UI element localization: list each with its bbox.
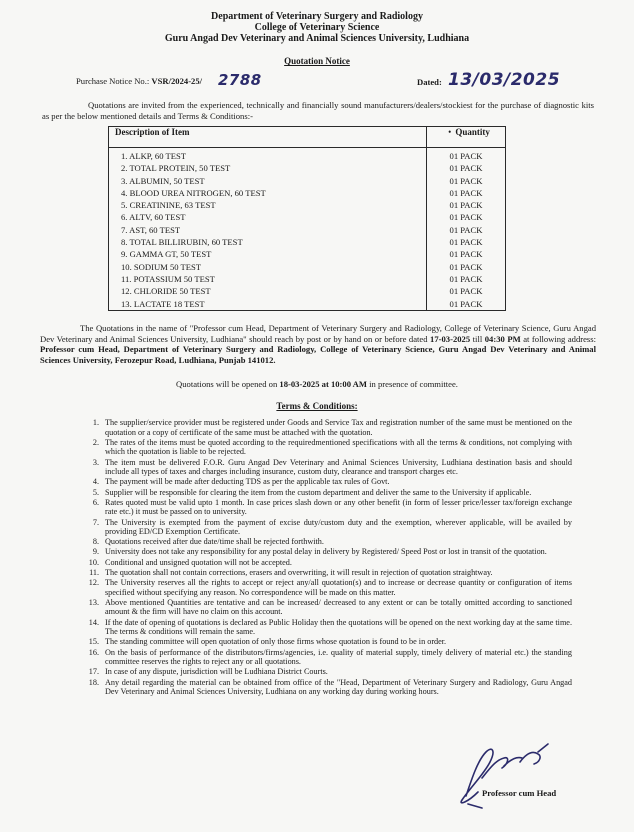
college-name: College of Veterinary Science <box>254 22 380 33</box>
item-description: 13. LACTATE 18 TEST <box>121 298 205 309</box>
term-number: 17. <box>88 667 99 677</box>
item-quantity: 01 PACK <box>449 212 483 223</box>
item-description: 1. ALKP, 60 TEST <box>121 151 187 161</box>
item-quantity: 01 PACK <box>449 200 483 211</box>
submission-deadline: 17-03-2025 <box>430 333 471 344</box>
term-item <box>74 648 572 667</box>
term-item <box>74 498 572 517</box>
term-item <box>74 618 572 637</box>
term-text: The rates of the items must be quoted according to the requiredmentioned specifications with all the terms & conditions, not complying with which the quotation is liable to be rejected. <box>105 437 572 457</box>
terms-list <box>74 418 572 697</box>
term-text: The payment will be made after deducting TDS as per the applicable tax rules of Govt. <box>105 477 390 487</box>
item-description: 4. BLOOD UREA NITROGEN, 60 TEST <box>121 187 266 198</box>
term-item <box>74 578 572 597</box>
item-quantity: 01 PACK <box>449 249 483 260</box>
term-text: On the basis of performance of the distributors/firms/agencies, i.e. quality of material supply, timely delivery of material etc.) the standing committee reserves the rights to reject any or all quotations. <box>105 647 572 667</box>
term-item <box>74 477 572 487</box>
header-quantity: • Quantity <box>427 127 506 148</box>
purchase-notice-line <box>76 76 202 86</box>
term-text: The item must be delivered F.O.R. Guru Angad Dev Veterinary and Animal Sciences University, Ludhiana destination basis and should include all types of taxes and charges including insurance, custom duty, clearance and transport charges etc. <box>105 457 572 477</box>
submission-time: 04:30 PM <box>484 333 521 344</box>
term-item <box>74 678 572 697</box>
term-number: 9. <box>92 547 99 557</box>
term-item <box>74 438 572 457</box>
item-description: 3. ALBUMIN, 50 TEST <box>121 175 205 186</box>
term-item <box>74 537 572 547</box>
term-number: 1. <box>92 418 99 427</box>
term-item <box>74 518 572 537</box>
term-item <box>74 458 572 477</box>
term-text: The quotation shall not contain corrections, erasers and overwriting, it will result in rejection of quotation straightway. <box>105 567 493 577</box>
quantity-column <box>427 148 506 311</box>
term-number: 5. <box>92 487 99 497</box>
dated-label: Dated: <box>417 77 442 87</box>
signature-image <box>448 738 558 810</box>
item-quantity: 01 PACK <box>449 237 483 248</box>
term-item <box>74 598 572 617</box>
term-text: In case of any dispute, jurisdiction will be Ludhiana District Courts. <box>105 667 328 677</box>
term-item <box>74 418 572 437</box>
term-item <box>74 547 572 557</box>
notice-title: Quotation Notice <box>284 56 350 66</box>
term-number: 4. <box>92 477 99 487</box>
signature-title: Professor cum Head <box>482 788 557 798</box>
term-item <box>74 558 572 568</box>
term-text: Conditional and unsigned quotation will not be accepted. <box>105 557 292 567</box>
item-quantity: 01 PACK <box>449 286 483 297</box>
term-text: The University is exempted from the payment of excise duty/custom duty and the exemption, wherever applicable, will be availed by providing ED/CD Exemption Certificate. <box>105 517 572 537</box>
term-text: The standing committee will open quotation of only those firms whose quotation is found to be in order. <box>105 637 447 647</box>
term-item <box>74 568 572 578</box>
term-text: The University reserves all the rights to accept or reject any/all quotation(s) and to increase or decrease quantity or configuration of items specified without specifying any reason. No correspondence will be made on this matter. <box>105 578 572 597</box>
item-description: 11. POTASSIUM 50 TEST <box>121 273 215 284</box>
term-text: Quotations received after due date/time shall be rejected forthwith. <box>105 537 324 547</box>
item-description: 8. TOTAL BILLIRUBIN, 60 TEST <box>121 237 243 248</box>
item-description: 9. GAMMA GT, 50 TEST <box>121 249 212 260</box>
item-description: 6. ALTV, 60 TEST <box>121 212 186 223</box>
item-quantity: 01 PACK <box>449 224 483 235</box>
item-quantity: 01 PACK <box>449 175 483 186</box>
table-header-row <box>109 127 506 148</box>
item-quantity: 01 PACK <box>449 187 483 198</box>
term-text: Rates quoted must be valid upto 1 month. In case prices slash down or any other benefit (in form of lesser price/lesser tax/foreign exchange rate etc.) it must be passed on to university. <box>105 497 572 517</box>
term-number: 2. <box>92 437 99 447</box>
term-number: 15. <box>88 637 99 647</box>
description-column <box>109 148 427 311</box>
item-description: 5. CREATININE, 63 TEST <box>121 200 216 211</box>
term-text: The supplier/service provider must be registered under Goods and Service Tax and registration number of the same must be mentioned on the quotation or a copy of certificate of the same must be attached with the quotation. <box>105 418 572 437</box>
dated-value: 13/03/2025 <box>448 70 561 90</box>
item-quantity: 01 PACK <box>449 261 483 272</box>
term-number: 13. <box>88 597 99 607</box>
term-text: Above mentioned Quantities are tentative and can be increased/ decreased to any extent or can be totally omitted according to sanctioned amount & the firm will have no claim on this account. <box>105 597 572 617</box>
opening-line: Quotations will be opened on 18-03-2025 at 10:00 AM in presence of committee. <box>176 379 458 389</box>
opening-date-time: 18-03-2025 at 10:00 AM <box>279 379 368 389</box>
table-body-row <box>109 148 506 311</box>
term-number: 12. <box>88 578 99 588</box>
term-number: 10. <box>88 557 99 567</box>
term-number: 11. <box>89 567 99 577</box>
department-name: Department of Veterinary Surgery and Radiology <box>211 11 423 22</box>
term-item <box>74 488 572 498</box>
submission-address: Professor cum Head, Department of Veterinary Surgery and Radiology, College of Veterinary Science, Guru Angad Dev Veterinary and Animal Sciences University, Ferozepur Road, Ludhiana, Punjab 141012. <box>40 344 596 365</box>
term-number: 7. <box>92 517 99 527</box>
university-name: Guru Angad Dev Veterinary and Animal Sciences University, Ludhiana <box>164 33 470 44</box>
item-quantity: 01 PACK <box>449 273 483 284</box>
term-number: 3. <box>92 457 99 467</box>
term-item <box>74 667 572 677</box>
term-number: 18. <box>88 677 99 687</box>
submission-paragraph: The Quotations in the name of "Professor cum Head, Department of Veterinary Surgery and Radiology, College of Veterinary Science, Guru Angad Dev Veterinary and Animal Sciences University, Ludhiana" should reach by post or by hand on or before dated 17-03-2025 till 04:30 PM at following address: Professor cum Head, Department of Veterinary Surgery and Radiology, College of Veterinary Science, Guru Angad Dev Veterinary and Animal Sciences University, Ferozepur Road, Ludhiana, Punjab 141012. <box>40 323 597 365</box>
term-text: Any detail regarding the material can be obtained from office of the "Head, Department of Veterinary Surgery and Radiology, Guru Angad Dev Veterinary and Animal Sciences University, Ludhiana on any working day during working hours. <box>105 677 572 697</box>
item-description: 2. TOTAL PROTEIN, 50 TEST <box>121 163 231 174</box>
purchase-notice-prefix: VSR/2024-25/ <box>151 76 203 86</box>
items-table <box>108 126 506 311</box>
terms-title: Terms & Conditions: <box>276 401 358 411</box>
item-description: 7. AST, 60 TEST <box>121 224 181 235</box>
term-number: 16. <box>88 647 99 657</box>
item-description: 12. CHLORIDE 50 TEST <box>121 286 211 297</box>
item-quantity: 01 PACK <box>449 298 483 309</box>
item-description: 10. SODIUM 50 TEST <box>121 261 202 272</box>
item-quantity: 01 PACK <box>449 163 483 174</box>
header-description: Description of Item <box>109 127 427 148</box>
term-text: University does not take any responsibility for any postal delay in delivery by Registered/ Speed Post or lost in transit of the quotation. <box>105 547 547 557</box>
term-item <box>74 637 572 647</box>
intro-paragraph: Quotations are invited from the experienced, technically and financially sound manufacturers/dealers/stockiest for the purchase of diagnostic kits as per the below mentioned details and Terms & Conditions:- <box>42 100 594 121</box>
term-text: Supplier will be responsible for clearing the item from the custom department and deliver the same to the University if applicable. <box>105 487 532 497</box>
term-number: 14. <box>88 617 99 627</box>
purchase-notice-number: 2788 <box>218 71 262 89</box>
term-text: If the date of opening of quotations is declared as Public Holiday then the quotations will be opened on the next working day at the same time. The terms & conditions will remain the same. <box>105 617 572 637</box>
term-number: 6. <box>92 497 99 507</box>
term-number: 8. <box>92 537 99 547</box>
item-quantity: 01 PACK <box>449 151 483 161</box>
purchase-notice-label: Purchase Notice No.: <box>76 76 150 86</box>
